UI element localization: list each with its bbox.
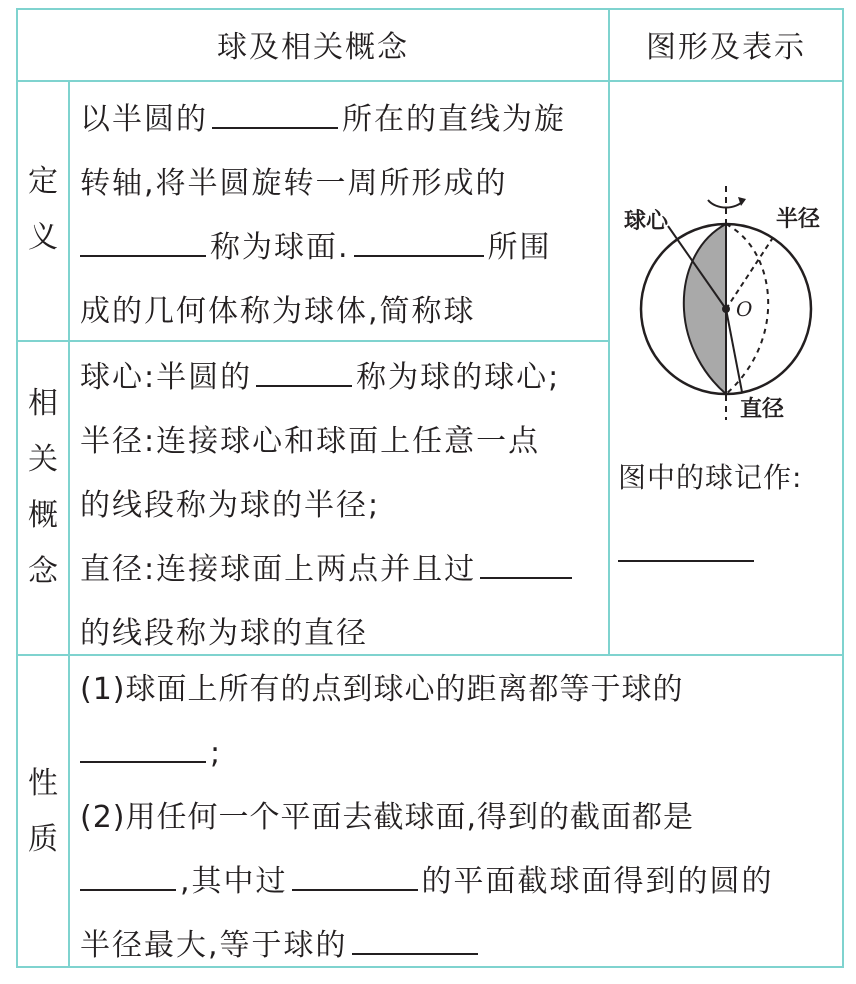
- properties-label-char-2: 质: [28, 822, 58, 857]
- definition-label-char-2: 义: [28, 220, 58, 255]
- definition-line-3-b: 称为球面.: [210, 230, 350, 265]
- concepts-line-1: [80, 346, 604, 410]
- answer-blank[interactable]: [480, 555, 572, 579]
- answer-blank[interactable]: [80, 233, 206, 257]
- sphere-shaded-region: [684, 224, 726, 394]
- concepts-line-5: 的线段称为球的直径: [80, 616, 368, 651]
- answer-blank[interactable]: [80, 867, 176, 891]
- definition-line-1-a: 以半圆的: [80, 102, 208, 137]
- diameter-segment: [726, 309, 742, 392]
- answer-blank[interactable]: [354, 233, 484, 257]
- figure-caption: 图中的球记作:: [618, 461, 803, 494]
- label-sphere-center: 球心: [624, 209, 669, 234]
- concepts-line-1-a: 球心:半圆的: [80, 360, 253, 395]
- label-radius: 半径: [776, 207, 821, 232]
- table-header-divider: [16, 80, 844, 82]
- definition-label-char-1: 定: [28, 164, 58, 199]
- label-column-divider: [68, 80, 70, 968]
- concepts-label-char-1: 相: [28, 386, 58, 421]
- properties-line-4: [80, 850, 840, 914]
- concepts-line-4: [80, 538, 604, 602]
- header-figure: 图形及表示: [646, 30, 806, 65]
- concepts-line-4-a: 直径:连接球面上两点并且过: [80, 552, 477, 587]
- answer-blank[interactable]: [256, 363, 352, 387]
- properties-label: [18, 756, 68, 868]
- properties-label-char-1: 性: [28, 766, 58, 801]
- answer-blank[interactable]: [212, 105, 338, 129]
- definition-line-1-b: 所在的直线为旋: [342, 102, 566, 137]
- concepts-text: [80, 346, 604, 666]
- answer-blank[interactable]: [352, 931, 478, 955]
- concepts-label: [18, 376, 68, 600]
- properties-line-3: (2)用任何一个平面去截球面,得到的截面都是: [80, 800, 695, 835]
- concepts-line-2: 半径:连接球心和球面上任意一点: [80, 424, 541, 459]
- definition-line-1: [80, 88, 604, 152]
- properties-text: [80, 658, 840, 978]
- properties-line-2-b: ;: [210, 736, 223, 771]
- properties-line-5-a: 半径最大,等于球的: [80, 928, 348, 963]
- properties-line-5: [80, 914, 840, 978]
- header-concepts: 球及相关概念: [217, 30, 409, 65]
- concepts-line-3: 的线段称为球的半径;: [80, 488, 381, 523]
- definition-line-3-d: 所围: [487, 230, 552, 265]
- definition-label: [18, 154, 68, 266]
- properties-line-4-d: 的平面截球面得到的圆的: [421, 864, 774, 899]
- properties-line-1: (1)球面上所有的点到球心的距离都等于球的: [80, 672, 684, 707]
- definition-line-3: [80, 216, 604, 280]
- definition-line-2: 转轴,将半圆旋转一周所形成的: [80, 166, 508, 201]
- properties-line-4-b: ,其中过: [180, 864, 288, 899]
- center-point: [722, 305, 730, 313]
- definition-line-4: 成的几何体称为球体,简称球: [80, 294, 476, 329]
- table-border-right: [842, 8, 844, 968]
- label-diameter: 直径: [740, 397, 785, 420]
- concepts-line-1-b: 称为球的球心;: [356, 360, 561, 395]
- answer-blank[interactable]: [618, 538, 754, 562]
- properties-line-2: [80, 722, 840, 786]
- concepts-label-char-2: 关: [28, 442, 58, 477]
- concepts-label-char-4: 念: [28, 554, 58, 589]
- label-O: O: [736, 297, 753, 321]
- sphere-diagram: [612, 180, 842, 420]
- answer-blank[interactable]: [80, 739, 206, 763]
- concepts-label-char-3: 概: [28, 498, 58, 533]
- definition-text: [80, 88, 604, 344]
- figure-column-divider: [608, 8, 610, 656]
- answer-blank[interactable]: [292, 867, 418, 891]
